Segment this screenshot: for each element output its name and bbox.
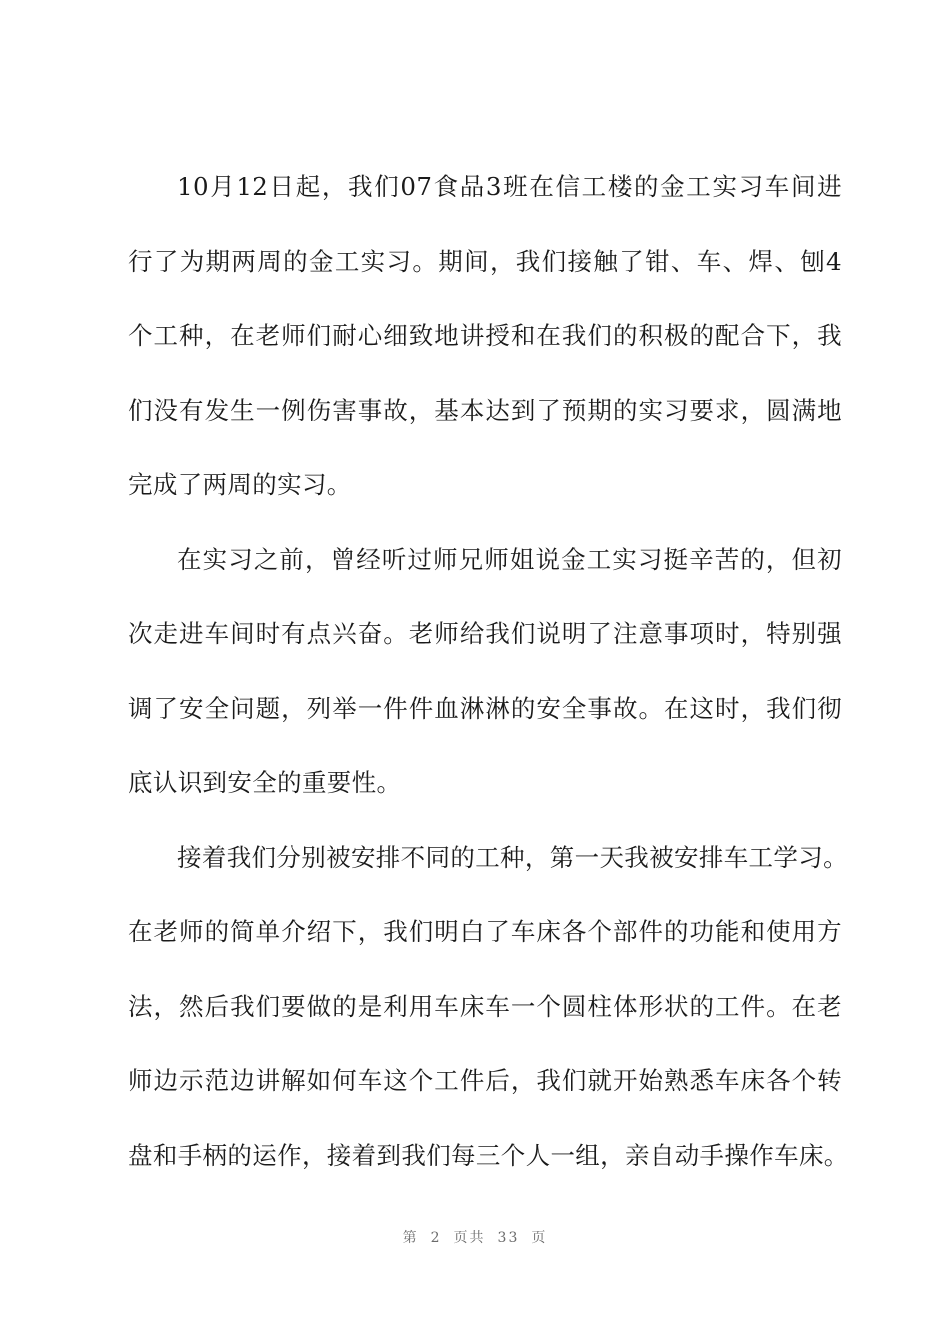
paragraph-3 xyxy=(128,821,849,1194)
text-line: 个工种，在老师们耐心细致地讲授和在我们的积极的配合下，我 xyxy=(128,321,842,350)
text-line: 们没有发生一例伤害事故，基本达到了预期的实习要求，圆满地 xyxy=(128,395,842,425)
page-footer xyxy=(0,1227,950,1247)
text-line: 接着我们分别被安排不同的工种，第一天我被安排车工学习。 xyxy=(177,842,848,872)
footer-total-pages: 33 xyxy=(497,1230,520,1246)
footer-suffix: 页 xyxy=(531,1230,548,1246)
text-line: 10月12日起，我们07食品3班在信工楼的金工实习车间进 xyxy=(177,172,842,201)
paragraph-1 xyxy=(128,150,842,523)
footer-middle: 页共 xyxy=(453,1230,486,1246)
text-line: 法，然后我们要做的是利用车床车一个圆柱体形状的工件。在老 xyxy=(128,991,842,1021)
document-body xyxy=(128,150,849,1193)
text-line: 完成了两周的实习。 xyxy=(128,470,352,499)
text-line: 盘和手柄的运作，接着到我们每三个人一组，亲自动手操作车床。 xyxy=(128,1140,849,1170)
text-line: 次走进车间时有点兴奋。老师给我们说明了注意事项时，特别强 xyxy=(128,619,842,648)
paragraph-2 xyxy=(128,523,842,821)
text-line: 在老师的简单介绍下，我们明白了车床各个部件的功能和使用方 xyxy=(128,917,842,946)
text-line: 在实习之前，曾经听过师兄师姐说金工实习挺辛苦的，但初 xyxy=(177,544,842,574)
text-line: 师边示范边讲解如何车这个工件后，我们就开始熟悉车床各个转 xyxy=(128,1066,842,1095)
text-line: 行了为期两周的金工实习。期间，我们接触了钳、车、焊、刨4 xyxy=(128,246,842,276)
text-line: 调了安全问题，列举一件件血淋淋的安全事故。在这时，我们彻 xyxy=(128,693,842,723)
footer-prefix: 第 xyxy=(402,1230,419,1246)
footer-page-number: 2 xyxy=(430,1230,442,1246)
text-line: 底认识到安全的重要性。 xyxy=(128,768,402,797)
